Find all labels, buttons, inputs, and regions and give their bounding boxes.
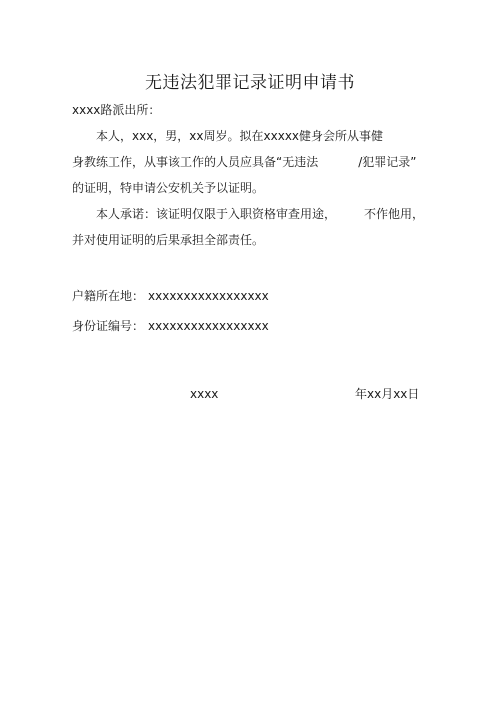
household-registration-label: 户籍所在地： bbox=[72, 289, 145, 303]
id-number-label: 身份证编号： bbox=[72, 319, 145, 333]
paragraph-1-line-2 bbox=[72, 154, 416, 170]
paragraph-1-line-1: 本人，xxx，男，xx周岁。拟在xxxxx健身会所从事健 bbox=[96, 129, 384, 143]
paragraph-2-line-1-start: 本人承诺：该证明仅限于入职资格审查用途， bbox=[96, 207, 337, 221]
paragraph-1-line-2-start: 身教练工作，从事该工作的人员应具备“无违法 bbox=[72, 155, 319, 169]
household-registration-value: xxxxxxxxxxxxxxxxx bbox=[148, 289, 269, 303]
signature-name: xxxx bbox=[190, 387, 219, 401]
id-number-value: xxxxxxxxxxxxxxxxx bbox=[148, 319, 269, 333]
paragraph-2-line-1 bbox=[96, 206, 424, 222]
paragraph-1-line-2-end: /犯罪记录” bbox=[358, 155, 417, 169]
paragraph-2-line-2: 并对使用证明的后果承担全部责任。 bbox=[72, 233, 265, 247]
id-number-line bbox=[72, 318, 269, 334]
signature-date: 年xx月xx日 bbox=[355, 387, 420, 401]
household-registration-line bbox=[72, 288, 269, 304]
paragraph-1-line-3: 的证明，特申请公安机关予以证明。 bbox=[72, 181, 265, 195]
paragraph-2-line-1-end: 不作他用， bbox=[364, 207, 425, 221]
document-title: 无违法犯罪记录证明申请书 bbox=[145, 73, 355, 93]
addressee: xxxx路派出所： bbox=[72, 103, 161, 117]
